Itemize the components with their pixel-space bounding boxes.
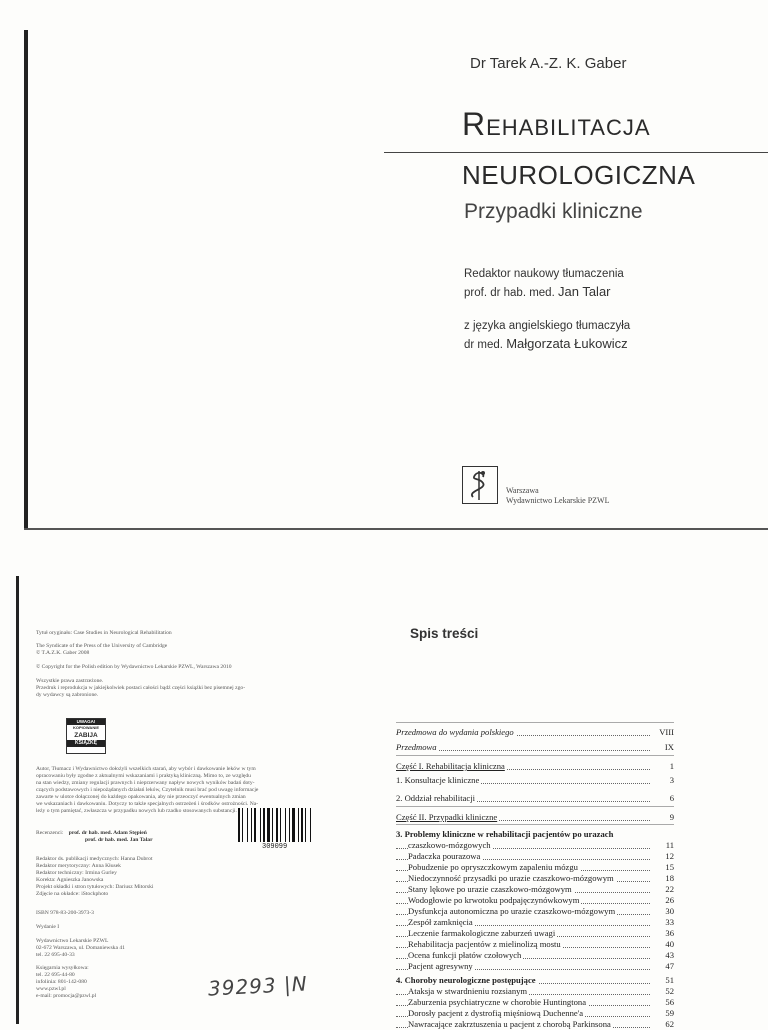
toc-page-number: 22 <box>665 884 674 894</box>
imprint-syndicate: The Syndicate of the Press of the University of Cambridge <box>36 643 168 649</box>
toc-row <box>396 793 674 804</box>
staff-line-4: Korekta: Agnieszka Janowska <box>36 877 104 883</box>
reviewer-1: prof. dr hab. med. Adam Stępień <box>68 830 147 836</box>
toc-entry-text: czaszkowo-mózgowych <box>408 840 491 850</box>
toc-entry-title <box>396 961 475 972</box>
title-line2: NEUROLOGICZNA <box>462 160 696 190</box>
toc-row <box>396 829 674 840</box>
toc-entry-title <box>396 812 499 823</box>
toc-entry-title <box>396 986 529 997</box>
staff-line-3: Redaktor techniczny: Irmina Gurley <box>36 870 117 876</box>
publisher-line-1: Wydawnictwo Lekarskie PZWL <box>36 938 109 944</box>
toc-page-number: 26 <box>665 895 674 905</box>
toc-entry-title <box>396 742 439 753</box>
toc-entry-title <box>396 840 493 851</box>
toc-entry-text: Część I. Rehabilitacja kliniczna <box>396 761 505 771</box>
toc-entry-title <box>396 906 617 917</box>
imprint-block <box>36 630 346 699</box>
toc-page-number: 51 <box>665 975 674 985</box>
toc-row <box>396 761 674 772</box>
toc-entry-text: Zaburzenia psychiatryczne w chorobie Huntingtona <box>408 997 587 1007</box>
toc-entry-title <box>396 793 477 804</box>
toc-entry-text: Stany lękowe po urazie czaszkowo-mózgowym <box>408 884 572 894</box>
toc-row <box>396 1008 674 1019</box>
toc-page-number: 3 <box>669 775 674 785</box>
toc-entry-title <box>396 884 574 895</box>
toc-entry-text: Pacjent agresywny <box>408 961 473 971</box>
toc-entry-title <box>396 873 616 884</box>
serpent-staff-icon <box>463 467 496 502</box>
author-name: Dr Tarek A.-Z. K. Gaber <box>470 55 627 72</box>
toc-page-number: 62 <box>665 1019 674 1029</box>
toc-entry-text: Pobudzenie po opryszczkowym zapaleniu mózgu <box>408 862 578 872</box>
toc-row <box>396 851 674 862</box>
toc-page-number: 18 <box>665 873 674 883</box>
toc-entry-text: Przedmowa do wydania polskiego <box>396 727 514 737</box>
handwritten-inventory-number: 39293 |N <box>207 971 309 1001</box>
toc-row <box>396 895 674 906</box>
page-edge-bottom-left <box>16 576 19 1024</box>
toc-separator <box>396 722 674 723</box>
toc-entry-title <box>396 939 563 950</box>
barcode-number: 309099 <box>262 843 288 851</box>
toc-page-number: 56 <box>665 997 674 1007</box>
reviewers-label: Recenzenci: <box>36 830 64 836</box>
toc-entry-text: Część II. Przypadki kliniczne <box>396 812 498 822</box>
toc-row <box>396 812 674 823</box>
toc-entry-text: 1. Konsultacje kliniczne <box>396 775 480 785</box>
notice-line-1: Autor, Tłumacz i Wydawnictwo dołożyli wszelkich starań, aby wybór i dawkowanie leków w tym <box>36 766 256 772</box>
title-rule <box>384 152 768 153</box>
toc-entry-title <box>396 997 588 1008</box>
toc-row <box>396 950 674 961</box>
subtitle: Przypadki kliniczne <box>464 200 643 223</box>
toc-entry-text: Ataksja w stwardnieniu rozsianym <box>408 986 528 996</box>
toc-page-number: 11 <box>665 840 674 850</box>
page-edge-top-bottom <box>24 528 768 530</box>
notice-line-3: na stan wiedzy, zmiany regulacji prawnych i nieprzerwany napływ nowych wyników badań doty- <box>36 780 255 786</box>
toc-page-number: 1 <box>669 761 674 771</box>
toc-page-number: 6 <box>669 793 674 803</box>
staff-line-6: Zdjęcie na okładce: iStockphoto <box>36 891 109 897</box>
title-line1 <box>462 106 651 143</box>
shop-line-1: Księgarnia wysyłkowa: <box>36 965 89 971</box>
toc-separator <box>396 806 674 807</box>
toc-page-number: 59 <box>665 1008 674 1018</box>
toc-entry-text: Niedoczynność przysadki po urazie czaszkowo-mózgowym <box>408 873 614 883</box>
toc-entry-text: 4. Choroby neurologiczne postępujące <box>396 975 536 985</box>
translator-line <box>464 336 628 351</box>
toc-row <box>396 939 674 950</box>
toc-entry-title <box>396 775 481 786</box>
copy-kills-book-logo <box>66 718 106 754</box>
shop-line-5: e-mail: promocja@pzwl.pl <box>36 993 97 999</box>
toc-entry-text: Wodogłowie po krwotoku podpajęczynówkowym <box>408 895 580 905</box>
toc-row <box>396 873 674 884</box>
toc-row <box>396 997 674 1008</box>
toc-heading: Spis treści <box>410 626 479 641</box>
barcode <box>236 808 326 852</box>
toc-page-number: IX <box>664 742 674 752</box>
toc-page-number: 47 <box>665 961 674 971</box>
shop-line-2: tel. 22 695-44-80 <box>36 972 75 978</box>
toc-entry-title <box>396 917 475 928</box>
toc-row <box>396 1019 674 1030</box>
staff-line-2: Redaktor merytoryczny: Anna Kłusek <box>36 863 121 869</box>
reviewers <box>36 830 236 844</box>
toc-page-number: 43 <box>665 950 674 960</box>
toc-row <box>396 742 674 753</box>
isbn: ISBN 978-83-200-3973-3 <box>36 910 94 916</box>
toc-entry-text: Leczenie farmakologiczne zaburzeń uwagi <box>408 928 556 938</box>
notice-line-7: leży o tym pamiętać, zwłaszcza w przypadku nowych lub rzadko stosowanych substancji. <box>36 808 237 814</box>
toc-entry-title <box>396 829 615 840</box>
toc-row <box>396 928 674 939</box>
toc-entry-title <box>396 895 581 906</box>
imprint-original-title: Tytuł oryginału: Case Studies in Neurological Rehabilitation <box>36 630 172 636</box>
logo-text-2: KOPIOWANIE <box>72 725 99 730</box>
toc-row <box>396 840 674 851</box>
shop-line-4: www.pzwl.pl <box>36 986 66 992</box>
toc-entry-title <box>396 851 482 862</box>
notice-line-2: opracowaniu były zgodne z aktualnymi wskazaniami i praktyką kliniczną. Mimo to, ze względu <box>36 773 251 779</box>
publisher-name: Wydawnictwo Lekarskie PZWL <box>506 496 610 505</box>
toc-entry-text: Padaczka pourazowa <box>408 851 481 861</box>
editor-line <box>464 284 611 299</box>
toc-entry-title <box>396 761 507 772</box>
toc-entry-text: Nawracające zakrztuszenia u pacjent z chorobą Parkinsona <box>408 1019 611 1029</box>
imprint-copyright-pzwl: © Copyright for the Polish edition by Wydawnictwo Lekarskie PZWL, Warszawa 2010 <box>36 664 232 670</box>
toc-entry-title <box>396 1008 585 1019</box>
toc-entry-text: 3. Problemy kliniczne w rehabilitacji pacjentów po urazach <box>396 829 614 839</box>
staff-line-5: Projekt okładki i stron tytułowych: Dariusz Mitorski <box>36 884 154 890</box>
toc-entry-title <box>396 862 580 873</box>
toc-entry-title <box>396 727 516 738</box>
toc-entry-text: Rehabilitacja pacjentów z mielinolizą mostu <box>408 939 561 949</box>
translator-name: Małgorzata Łukowicz <box>506 336 628 351</box>
editor-prefix: prof. dr hab. med. <box>464 287 555 299</box>
translator-prefix: dr med. <box>464 339 503 351</box>
toc-row <box>396 906 674 917</box>
translator-label: z języka angielskiego tłumaczyła <box>464 320 631 332</box>
toc-row <box>396 986 674 997</box>
barcode-icon <box>236 808 326 844</box>
toc-page-number: 30 <box>665 906 674 916</box>
toc-row <box>396 917 674 928</box>
staff-line-1: Redaktor ds. publikacji medycznych: Hanna Dubrot <box>36 856 153 862</box>
toc-entry-title <box>396 928 557 939</box>
notice-line-6: we wskazaniach i dawkowaniu. Dotyczy to także specjalnych ostrzeżeń i środków ostrożności. Na- <box>36 801 259 807</box>
editor-label: Redaktor naukowy tłumaczenia <box>464 268 624 280</box>
logo-text-3: ZABIJA <box>74 732 98 739</box>
shop-line-3: infolinia: 801-142-080 <box>36 979 87 985</box>
toc-entry-title <box>396 1019 613 1030</box>
toc-page-number: 15 <box>665 862 674 872</box>
toc-page-number: 12 <box>665 851 674 861</box>
toc-row <box>396 884 674 895</box>
toc-entry-title <box>396 950 523 961</box>
toc-row <box>396 975 674 986</box>
toc-row <box>396 775 674 786</box>
publisher-line-2: 02-672 Warszawa, ul. Domaniewska 41 <box>36 945 125 951</box>
toc-entry-text: 2. Oddział rehabilitacji <box>396 793 475 803</box>
edition: Wydanie I <box>36 924 60 930</box>
toc-page-number: VIII <box>659 727 674 737</box>
toc-page-number: 36 <box>665 928 674 938</box>
toc-separator <box>396 824 674 825</box>
toc-page-number: 52 <box>665 986 674 996</box>
toc-row <box>396 862 674 873</box>
publisher-city: Warszawa <box>506 486 539 495</box>
imprint-rights-1: Wszystkie prawa zastrzeżone. <box>36 678 104 684</box>
page-edge-top-left <box>24 30 28 530</box>
toc-entry-text: Ocena funkcji płatów czołowych <box>408 950 522 960</box>
toc-separator <box>396 755 674 756</box>
logo-text-1: UWAGA! <box>67 719 105 725</box>
toc-row <box>396 727 674 738</box>
title-line1-text: Rehabilitacja <box>462 106 651 142</box>
toc-entry-text: Przedmowa <box>396 742 437 752</box>
toc-entry-text: Dysfunkcja autonomiczna po urazie czaszkowo-mózgowym <box>408 906 616 916</box>
toc-page-number: 9 <box>669 812 674 822</box>
imprint-rights-2: Przedruk i reprodukcja w jakiejkolwiek postaci całości bądź części książki bez pisemnej zgo- <box>36 685 246 691</box>
publisher-logo <box>462 466 498 504</box>
reviewer-2: prof. dr hab. med. Jan Talar <box>85 837 153 843</box>
toc-page-number: 40 <box>665 939 674 949</box>
toc-entry-text: Zespół zamknięcia <box>408 917 473 927</box>
editor-name: Jan Talar <box>557 284 611 299</box>
imprint-copyright-gaber: © T.A.Z.K. Gaber 2008 <box>36 650 90 656</box>
toc-page-number: 33 <box>665 917 674 927</box>
toc-row <box>396 961 674 972</box>
toc-entry-title <box>396 975 538 986</box>
imprint-rights-3: dy wydawcy są zabronione. <box>36 692 99 698</box>
notice-line-5: zawarte w ulotce dołączonej do każdego opakowania, aby nie przeoczyć ewentualnych zmian <box>36 794 246 800</box>
publisher-line-3: tel. 22 695-40-33 <box>36 952 75 958</box>
toc-entry-text: Dorosły pacjent z dystrofią mięśniową Duchenne'a <box>408 1008 584 1018</box>
notice-line-4: czących podstawowych i niepożądanych działań leków, Czytelnik musi brać pod uwagę informacje <box>36 787 259 793</box>
logo-text-4: KSIĄŻKĘ <box>67 740 105 747</box>
